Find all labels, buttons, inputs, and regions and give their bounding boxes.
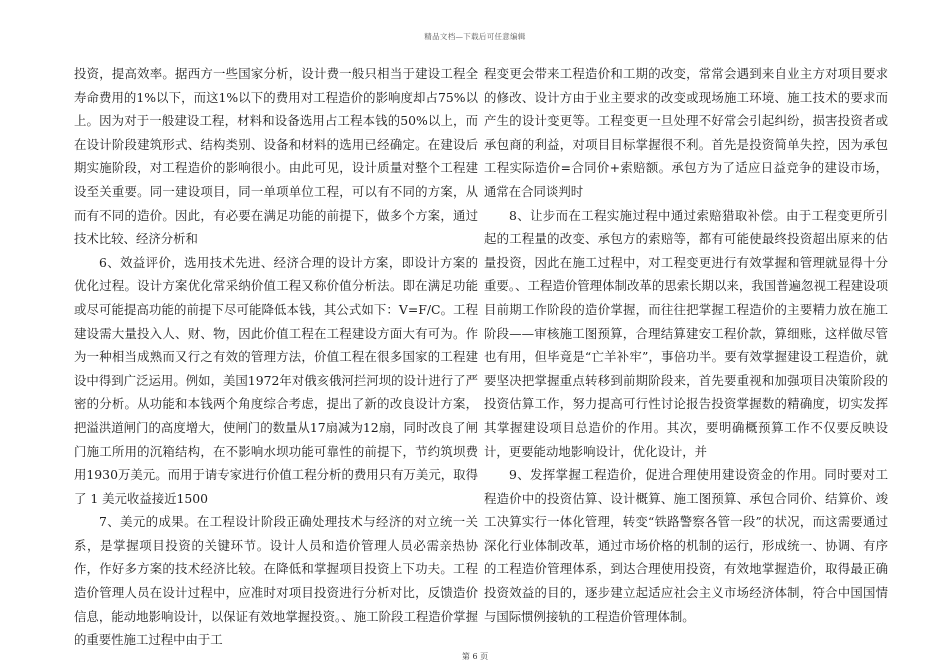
page-header: 精品文档—下载后可任意编辑 bbox=[424, 32, 526, 41]
paragraph: 程变更会带来工程造价和工期的改变，常常会遇到来自业主方对项目要求的修改、设计方由于业主要求的改变或现场施工环境、施工技术的要求而产生的设计变更等。工程变更一旦处理不好常会引起纠纷，损害投资者或承包商的利益，对项目目标掌握很不利。首先是投资简单失控，因为承包工程实际造价=合同价+索赔额。承包方为了适应日益竞争的建设市场，通常在合同谈判时 bbox=[484, 66, 888, 199]
paragraph: 9、发挥掌握工程造价，促进合理使用建设资金的作用。同时要对工程造价中的投资估算、设计概算、施工图预算、承包合同价、结算价、竣工决算实行一体化管理，转变“铁路警察各管一段”的状况，而这需要通过深化行业体制改革，通过市场价格的机制的运行，形成统一、协调、有序的工程造价管理体系，到达合理使用投资，有效地掌握造价，取得最正确投资效益的目的，逐步建立起适应社会主义市场经济体制，符合中国国情与国际惯例接轨的工程造价管理体制。 bbox=[484, 467, 888, 624]
paragraph: 7、美元的成果。在工程设计阶段正确处理技术与经济的对立统一关系，是掌握项目投资的关键环节。设计人员和造价管理人员必需亲热协作，作好多方案的技术经济比较。在降低和掌握项目投资上下功夫。工程造价管理人员在设计过程中，应准时对项目投资进行分析对比，反馈造价信息，能动地影响设计，以保证有效地掌握投资。、施工阶段工程造价掌握的重要性施工过程中由于工 bbox=[74, 514, 478, 648]
left-column bbox=[74, 62, 478, 652]
paragraph: 8、让步而在工程实施过程中通过索赔猎取补偿。由于工程变更所引起的工程量的改变、承包方的索赔等，都有可能使最终投资超出原来的估量投资，因此在施工过程中，对工程变更进行有效掌握和管理就显得十分重要。、工程造价管理体制改革的思索长期以来，我国普遍忽视工程建设项目前期工作阶段的造价掌握，而往往把掌握工程造价的主要精力放在施工阶段——审核施工图预算，合理结算建安工程价款，算细账，这样做尽管也有用，但毕竟是“亡羊补牢”，事倍功半。要有效掌握建设工程造价，就要坚决把掌握重点转移到前期阶段来，首先要重视和加强项目决策阶段的投资估算工作，努力提高可行性讨论报告投资掌握数的精确度，切实发挥其掌握建设项目总造价的作用。其次，要明确概预算工作不仅要反映设计，更要能动地影响设计，优化设计，并 bbox=[484, 207, 888, 459]
paragraph: 6、效益评价，选用技术先进、经济合理的设计方案，即设计方案的优化过程。设计方案优化常采纳价值工程又称价值分析法。即在满足功能或尽可能提高功能的前提下尽可能降低本钱，其公式如下：V=F/C。工程建设需大量投入人、财、物，因此价值工程在工程建设方面大有可为。作为一种相当成熟而又行之有效的管理方法，价值工程在很多国家的工程建设中得到广泛运用。例如，美国1972年对俄亥俄河拦河坝的设计进行了严密的分析。从功能和本钱两个角度综合考虑，提出了新的改良设计方案，把溢洪道闸门的高度增大，使闸门的数量从17扇减为12扇，同时改良了闸门施工所用的沉箱结构，在不影响水坝功能可靠性的前提下，节约筑坝费用1930万美元。而用于请专家进行价值工程分析的费用只有万美元，取得了 1 美元收益接近1500 bbox=[74, 254, 478, 506]
paragraph: 投资，提高效率。据西方一些国家分析，设计费一般只相当于建设工程全寿命费用的1%以下，而这1%以下的费用对工程造价的影响度却占75%以上。因为对于一般建设工程，材料和设备选用占工程本钱的50%以上，而在设计阶段建筑形式、结构类别、设备和材料的选用已经确定。在建设后期实施阶段，对工程造价的影响很小。由此可见，设计质量对整个工程建设至关重要。同一建设项目，同一单项单位工程，可以有不同的方案，从而有不同的造价。因此，有必要在满足功能的前提下，做多个方案，通过技术比较、经济分析和 bbox=[74, 66, 478, 247]
page-number: 第 6 页 bbox=[461, 652, 489, 661]
right-column bbox=[484, 62, 888, 628]
